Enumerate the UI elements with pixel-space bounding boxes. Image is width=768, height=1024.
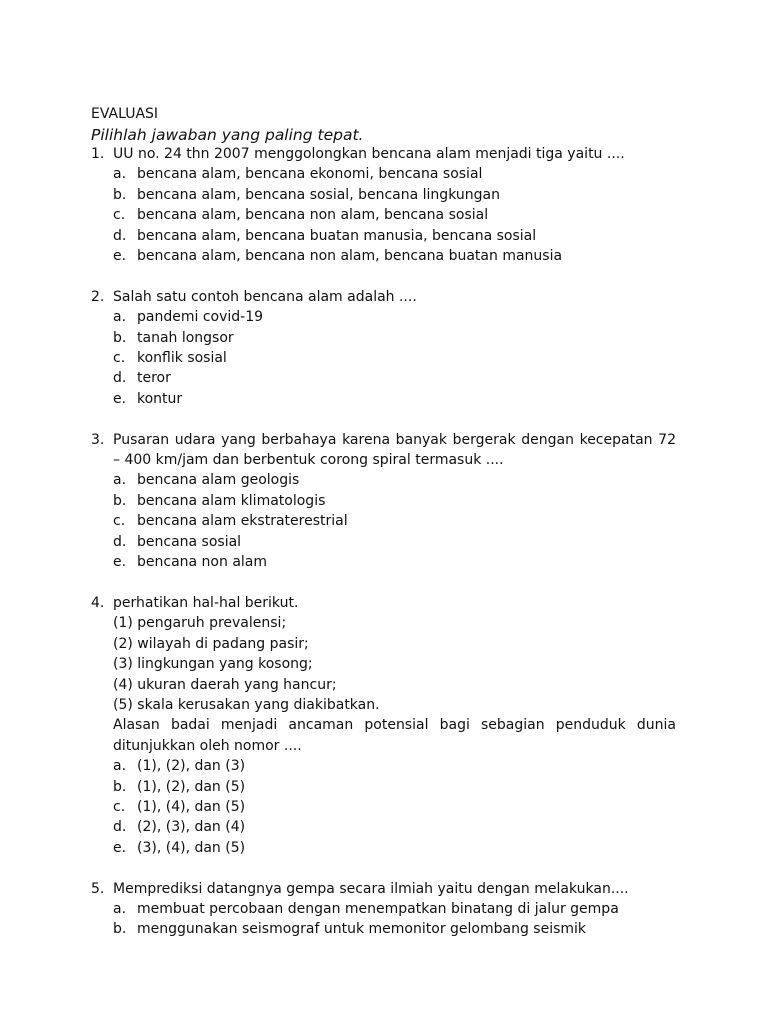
question-text: Pusaran udara yang berbahaya karena banyak bergerak dengan kecepatan 72 – 400 km/jam dan berbentuk corong spiral termasuk .... [113, 431, 676, 469]
option-c [113, 348, 676, 368]
option-text: bencana alam, bencana non alam, bencana buatan manusia [137, 248, 563, 265]
option-b [113, 777, 676, 797]
option-d [113, 532, 676, 552]
option-d [113, 817, 676, 837]
option-list [113, 899, 676, 940]
option-text: bencana alam, bencana sosial, bencana lingkungan [137, 186, 500, 203]
question-number: 3. [91, 431, 105, 448]
option-text: bencana sosial [137, 533, 242, 550]
document-title: EVALUASI [91, 106, 159, 122]
option-letter: d. [113, 819, 127, 836]
option-e [113, 246, 676, 266]
option-letter: a. [113, 758, 127, 775]
option-letter: b. [113, 329, 127, 346]
question-number: 5. [91, 880, 105, 897]
option-text: bencana alam, bencana non alam, bencana sosial [137, 207, 489, 224]
option-letter: b. [113, 492, 127, 509]
option-letter: a. [113, 166, 127, 183]
question-text: UU no. 24 thn 2007 menggolongkan bencana alam menjadi tiga yaitu .... [113, 146, 625, 162]
option-letter: c. [113, 350, 126, 367]
question-text: Memprediksi datangnya gempa secara ilmiah yaitu dengan melakukan.... [113, 880, 629, 897]
question-5 [91, 879, 676, 940]
option-text: bencana alam ekstraterestrial [137, 513, 348, 530]
option-text: (3), (4), dan (5) [137, 839, 246, 856]
option-b [113, 491, 676, 511]
option-text: (1), (4), dan (5) [137, 798, 246, 815]
statement-3: (3) lingkungan yang kosong; [113, 656, 313, 673]
option-list [113, 307, 676, 409]
option-text: teror [137, 370, 171, 387]
option-e [113, 389, 676, 409]
question-prompt: Alasan badai menjadi ancaman potensial bagi sebagian penduduk dunia ditunjukkan oleh nomor .... [113, 717, 676, 754]
question-text: perhatikan hal-hal berikut. [113, 594, 299, 611]
option-e [113, 552, 676, 572]
option-c [113, 797, 676, 817]
option-letter: e. [113, 390, 127, 407]
option-letter: a. [113, 309, 127, 326]
question-2 [91, 287, 676, 409]
question-4 [91, 593, 676, 858]
option-text: bencana alam, bencana ekonomi, bencana sosial [137, 166, 483, 183]
option-c [113, 205, 676, 225]
option-letter: a. [113, 472, 127, 489]
option-list [113, 164, 676, 266]
statement-1: (1) pengaruh prevalensi; [113, 615, 287, 632]
option-b [113, 328, 676, 348]
option-text: tanah longsor [137, 329, 234, 346]
statement-4: (4) ukuran daerah yang hancur; [113, 676, 337, 693]
option-text: bencana alam geologis [137, 472, 300, 489]
question-number: 4. [91, 594, 105, 611]
option-a [113, 756, 676, 776]
option-letter: b. [113, 921, 127, 938]
option-letter: a. [113, 900, 127, 917]
option-text: kontur [137, 390, 183, 407]
option-letter: e. [113, 554, 127, 571]
option-letter: c. [113, 798, 126, 815]
question-number: 1. [91, 146, 105, 162]
option-letter: d. [113, 370, 127, 387]
statement-5: (5) skala kerusakan yang diakibatkan. [113, 696, 380, 713]
option-d [113, 368, 676, 388]
option-text: menggunakan seismograf untuk memonitor gelombang seismik [137, 921, 587, 938]
option-text: konflik sosial [137, 350, 227, 367]
option-text: (2), (3), dan (4) [137, 819, 246, 836]
option-letter: e. [113, 248, 127, 265]
option-letter: d. [113, 533, 127, 550]
question-1 [91, 144, 676, 266]
option-b [113, 185, 676, 205]
option-letter: c. [113, 513, 126, 530]
option-text: bencana alam klimatologis [137, 492, 326, 509]
option-d [113, 226, 676, 246]
document-content [91, 104, 676, 940]
option-text: pandemi covid-19 [137, 309, 264, 326]
option-a [113, 307, 676, 327]
option-letter: d. [113, 227, 127, 244]
option-b [113, 919, 676, 939]
option-text: (1), (2), dan (5) [137, 778, 246, 795]
option-letter: b. [113, 778, 127, 795]
option-list [113, 470, 676, 572]
option-list [113, 756, 676, 858]
statement-2: (2) wilayah di padang pasir; [113, 635, 309, 652]
option-text: membuat percobaan dengan menempatkan binatang di jalur gempa [137, 900, 619, 917]
option-text: bencana alam, bencana buatan manusia, bencana sosial [137, 227, 537, 244]
option-letter: c. [113, 207, 126, 224]
option-c [113, 511, 676, 531]
question-3 [91, 430, 676, 573]
option-a [113, 899, 676, 919]
question-text: Salah satu contoh bencana alam adalah .... [113, 288, 417, 305]
statement-list [113, 613, 676, 715]
option-e [113, 838, 676, 858]
question-number: 2. [91, 288, 105, 305]
option-text: bencana non alam [137, 554, 267, 571]
document-instruction: Pilihlah jawaban yang paling tepat. [91, 126, 364, 144]
option-text: (1), (2), dan (3) [137, 758, 246, 775]
option-a [113, 164, 676, 184]
option-a [113, 470, 676, 490]
option-letter: b. [113, 186, 127, 203]
option-letter: e. [113, 839, 127, 856]
